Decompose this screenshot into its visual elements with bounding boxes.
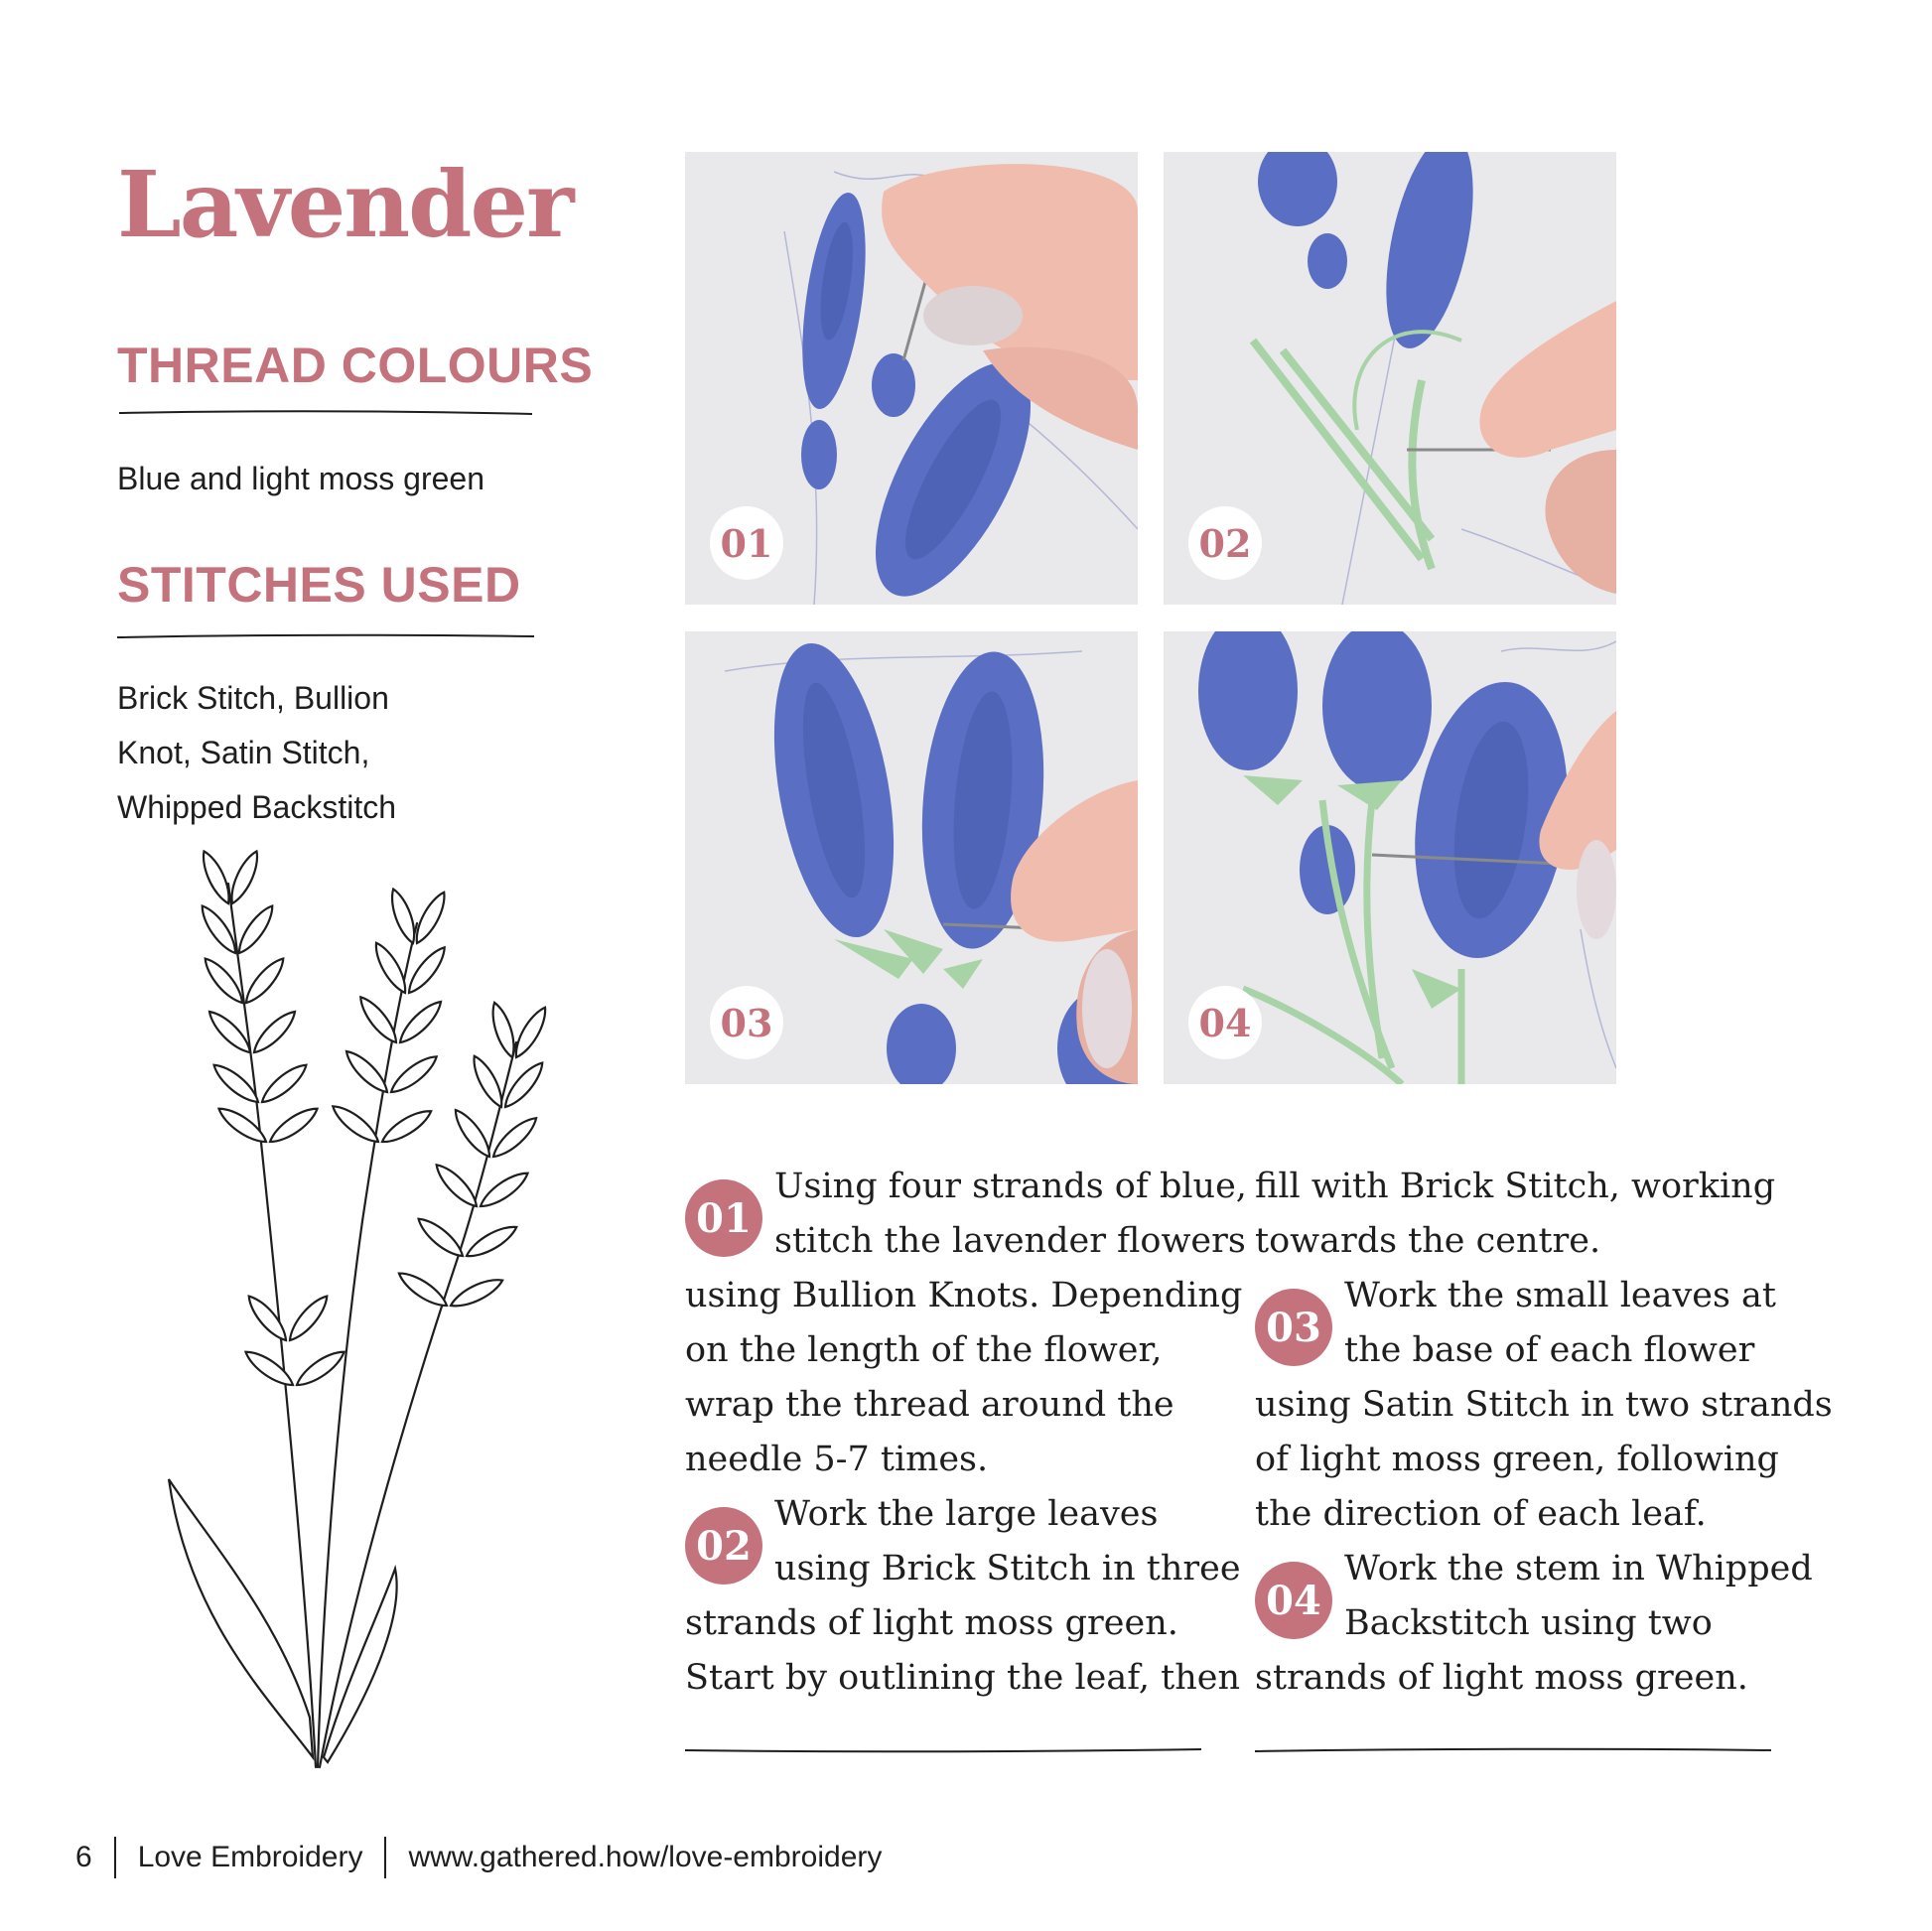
- steps-column-right: [1255, 1160, 1833, 1706]
- step-photo-03: [685, 631, 1138, 1084]
- thread-colours-text: Blue and light moss green: [117, 461, 484, 496]
- step-text-line: strands of light moss green.: [1255, 1658, 1748, 1698]
- step-photo-01: [685, 152, 1138, 605]
- photo-number-badge: 02: [1188, 506, 1262, 580]
- steps-right-divider: [1255, 1745, 1771, 1755]
- step-text-line: strands of light moss green.: [685, 1603, 1178, 1643]
- step-photo-04: [1164, 631, 1616, 1084]
- step-text-line: stitch the lavender flowers: [774, 1221, 1246, 1261]
- step-text-line: Backstitch using two: [1344, 1603, 1713, 1643]
- step-text-line: Using four strands of blue,: [774, 1167, 1247, 1206]
- step-number-badge: 01: [685, 1179, 762, 1257]
- footer-separator: [384, 1837, 386, 1878]
- thread-colours-heading: THREAD COLOURS: [117, 338, 594, 393]
- footer-separator: [114, 1837, 116, 1878]
- page-number: 6: [75, 1841, 92, 1873]
- photo-number-badge: 01: [710, 506, 783, 580]
- stitches-used-divider: [117, 631, 534, 641]
- stitch-line: Knot, Satin Stitch,: [117, 735, 370, 770]
- stitches-used-list: [117, 671, 396, 835]
- photo-number-badge: 04: [1188, 986, 1262, 1059]
- thread-colours-divider: [117, 408, 534, 418]
- step-text-line: using Brick Stitch in three: [774, 1549, 1241, 1588]
- step-text-line: Start by outlining the leaf, then: [685, 1658, 1241, 1698]
- step-text-line: fill with Brick Stitch, working: [1255, 1167, 1776, 1206]
- magazine-name: Love Embroidery: [137, 1841, 363, 1873]
- step-text-line: the base of each flower: [1344, 1330, 1755, 1370]
- step-text-line: of light moss green, following: [1255, 1440, 1779, 1479]
- stitch-line: Brick Stitch, Bullion: [117, 680, 389, 716]
- step-photo-02: [1164, 152, 1616, 605]
- step-text-line: Work the stem in Whipped: [1344, 1549, 1813, 1588]
- step-text-line: Work the small leaves at: [1344, 1276, 1776, 1315]
- step-text-line: the direction of each leaf.: [1255, 1494, 1707, 1534]
- page-footer: [75, 1833, 882, 1882]
- step-number-badge: 02: [685, 1507, 762, 1585]
- step-number-badge: 04: [1255, 1562, 1332, 1639]
- stitch-line: Whipped Backstitch: [117, 789, 397, 825]
- lavender-line-illustration: [149, 844, 566, 1787]
- page-title: Lavender: [117, 151, 573, 258]
- step-number-badge: 03: [1255, 1289, 1332, 1366]
- stitches-used-heading: STITCHES USED: [117, 557, 521, 613]
- photo-number-badge: 03: [710, 986, 783, 1059]
- step-text-line: wrap the thread around the: [685, 1385, 1174, 1425]
- step-text-line: on the length of the flower,: [685, 1330, 1163, 1370]
- step-text-line: using Bullion Knots. Depending: [685, 1276, 1243, 1315]
- step-text-line: needle 5-7 times.: [685, 1440, 989, 1479]
- step-text-line: using Satin Stitch in two strands: [1255, 1385, 1833, 1425]
- steps-column-left: [685, 1160, 1247, 1706]
- step-text-line: Work the large leaves: [774, 1494, 1159, 1534]
- steps-left-divider: [685, 1745, 1201, 1755]
- step-text-line: towards the centre.: [1255, 1221, 1601, 1261]
- website-url: www.gathered.how/love-embroidery: [408, 1841, 883, 1873]
